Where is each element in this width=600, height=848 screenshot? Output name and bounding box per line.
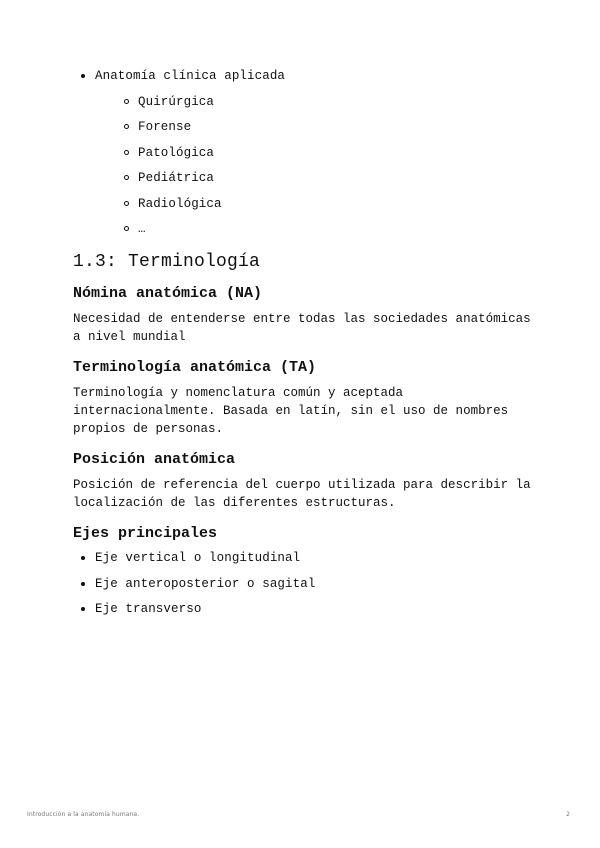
list-item-label: … [138, 222, 146, 236]
page-number: 2 [566, 811, 570, 818]
list-item [73, 601, 533, 617]
list-item [95, 145, 533, 161]
posicion-text: Posición de referencia del cuerpo utilizada para describir la localización de las diferentes estructuras. [73, 478, 531, 510]
list-item-label: Anatomía clínica aplicada [95, 69, 286, 83]
list-item [95, 221, 533, 237]
posicion-heading: Posición anatómica [73, 451, 236, 468]
ejes-heading: Ejes principales [73, 525, 218, 542]
list-item [95, 170, 533, 186]
list-item-label: Radiológica [138, 196, 222, 211]
terminologia-text: Terminología y nomenclatura común y aceptada internacionalmente. Basada en latín, sin el uso de nombres propios de personas. [73, 386, 509, 436]
list-item-label: Pediátrica [138, 171, 215, 185]
list-item-label: Patológica [138, 145, 215, 160]
list-item [95, 196, 533, 212]
list-item [73, 68, 533, 237]
list-item [73, 576, 533, 592]
nomina-heading: Nómina anatómica (NA) [73, 285, 263, 302]
list-item-label: Quirúrgica [138, 94, 215, 109]
list-item-label: Eje anteroposterior o sagital [95, 576, 316, 591]
list-item-label: Eje transverso [95, 602, 202, 616]
ejes-list [73, 550, 533, 617]
list-item [95, 119, 533, 135]
terminologia-heading: Terminología anatómica (TA) [73, 359, 317, 376]
list-item [95, 94, 533, 110]
section-title: 1.3: Terminología [73, 252, 261, 272]
nomina-text: Necesidad de entenderse entre todas las sociedades anatómicas a nivel mundial [73, 312, 531, 344]
sub-bullet-list [95, 94, 533, 238]
list-item-label: Forense [138, 120, 192, 134]
list-item-label: Eje vertical o longitudinal [95, 551, 301, 565]
top-bullet-list [73, 68, 533, 237]
page-content [73, 68, 533, 627]
footer-title: Introducción a la anatomía humana. [27, 811, 140, 818]
list-item [73, 550, 533, 566]
